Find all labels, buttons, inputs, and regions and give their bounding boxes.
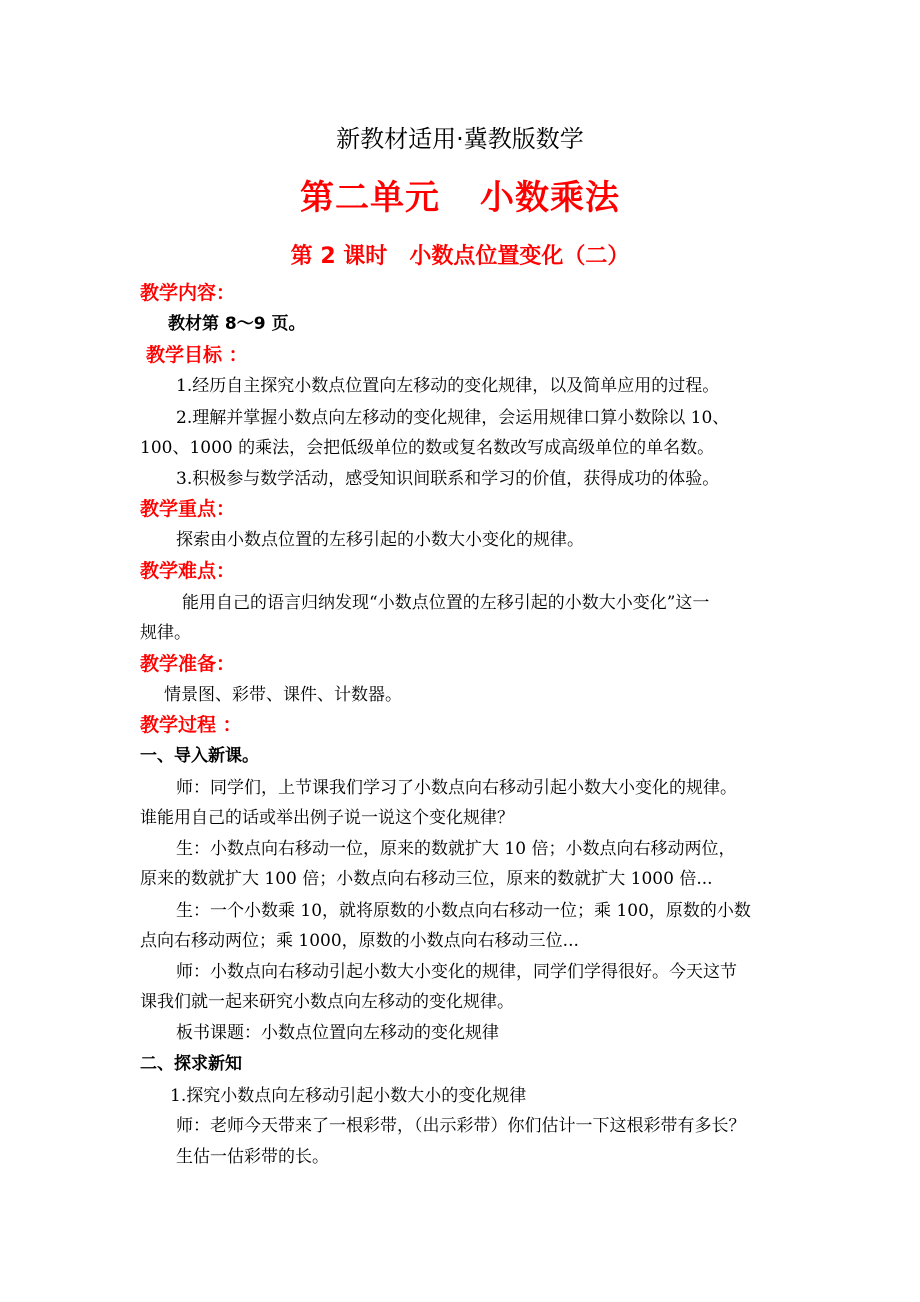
dialogue-3-line-1: 生：一个小数乘 10，就将原数的小数点向右移动一位；乘 100，原数的小数 — [176, 901, 751, 921]
difficulty-line-2: 规律。 — [140, 623, 191, 643]
dialogue-2-line-1: 生：小数点向右移动一位，原来的数就扩大 10 倍；小数点向右移动两位， — [176, 839, 736, 859]
keypoint-heading: 教学重点： — [140, 498, 236, 520]
prep-heading: 教学准备： — [140, 653, 236, 675]
difficulty-line-1: 能用自己的语言归纳发现“小数点位置的左移引起的小数大小变化”这一 — [182, 593, 710, 613]
section-2-subtitle: 1.探究小数点向左移动引起小数大小的变化规律 — [170, 1086, 527, 1106]
unit-name: 小数乘法 — [480, 178, 620, 218]
goal-2-line-1: 2.理解并掌握小数点向左移动的变化规律，会运用规律口算小数除以 10、 — [176, 408, 730, 428]
keypoint-text: 探索由小数点位置的左移引起的小数大小变化的规律。 — [176, 530, 584, 550]
series-title: 新教材适用·冀教版数学 — [336, 125, 584, 153]
prep-text: 情景图、彩带、课件、计数器。 — [164, 685, 402, 705]
dialogue-4-line-2: 课我们就一起来研究小数点向左移动的变化规律。 — [140, 992, 514, 1012]
goal-2-line-2: 100、1000 的乘法，会把低级单位的数或复名数改写成高级单位的单名数。 — [140, 438, 715, 458]
lesson-number: 第 2 课时 — [290, 244, 388, 269]
section-2-title: 二、探求新知 — [140, 1054, 242, 1074]
dialogue-1-line-1: 师：同学们，上节课我们学习了小数点向右移动引起小数大小变化的规律。 — [176, 778, 737, 798]
content-text: 教材第 8～9 页。 — [168, 314, 306, 334]
dialogue-3-line-2: 点向右移动两位；乘 1000，原数的小数点向右移动三位... — [140, 931, 579, 951]
goal-3: 3.积极参与数学活动，感受知识间联系和学习的价值，获得成功的体验。 — [176, 469, 720, 489]
section-1-title: 一、导入新课。 — [140, 746, 259, 766]
goals-heading: 教学目标 ： — [146, 344, 248, 366]
lesson-name: 小数点位置变化（二） — [409, 244, 630, 269]
process-heading: 教学过程 ： — [140, 714, 242, 736]
unit-number: 第二单元 — [300, 178, 440, 218]
dialogue-4-line-1: 师：小数点向右移动引起小数大小变化的规律，同学们学得很好。今天这节 — [176, 962, 737, 982]
dialogue-6: 生估一估彩带的长。 — [176, 1147, 329, 1167]
lesson-title — [0, 243, 920, 271]
goal-1: 1.经历自主探究小数点位置向左移动的变化规律，以及简单应用的过程。 — [176, 376, 720, 396]
difficulty-heading: 教学难点： — [140, 560, 236, 582]
dialogue-2-line-2: 原来的数就扩大 100 倍；小数点向右移动三位，原来的数就扩大 1000 倍... — [140, 869, 713, 889]
dialogue-1-line-2: 谁能用自己的话或举出例子说一说这个变化规律？ — [140, 808, 514, 828]
unit-title — [0, 178, 920, 218]
dialogue-5: 师：老师今天带来了一根彩带，（出示彩带）你们估计一下这根彩带有多长？ — [176, 1116, 746, 1136]
content-heading: 教学内容： — [140, 282, 236, 304]
board-topic: 板书课题：小数点位置向左移动的变化规律 — [176, 1023, 499, 1043]
